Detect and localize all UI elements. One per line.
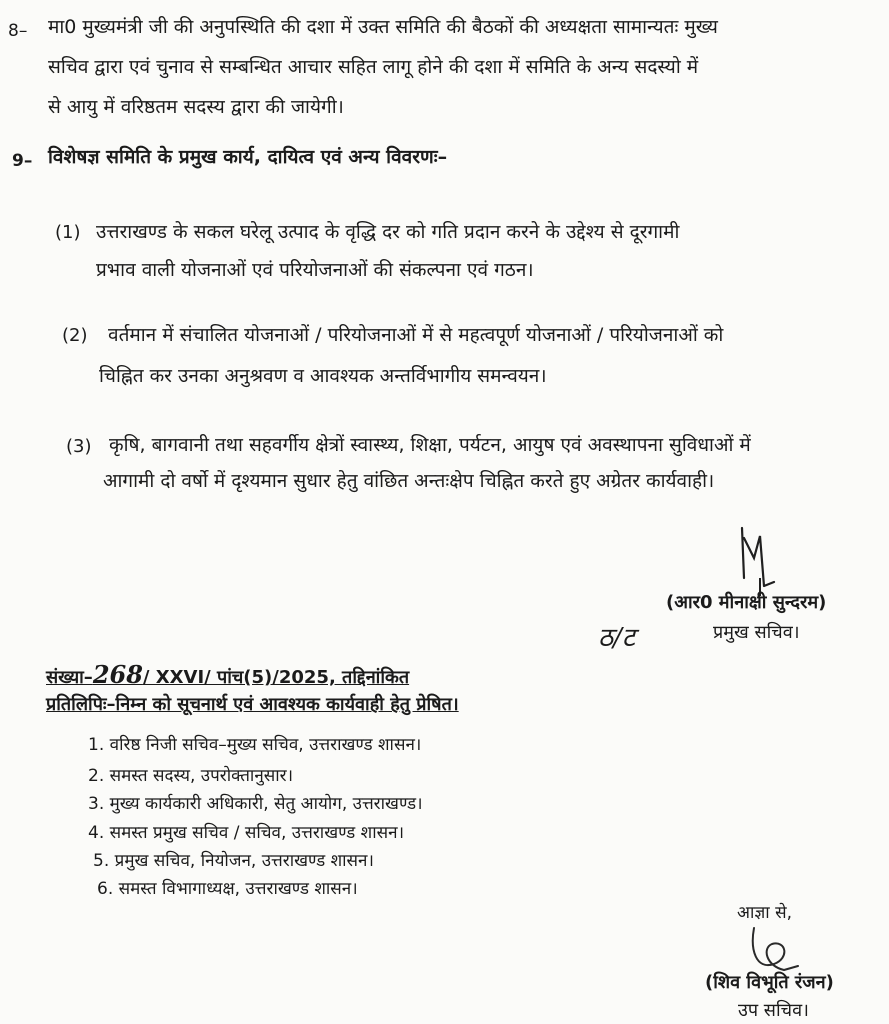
- item-1-number: (1): [55, 222, 81, 243]
- recipient-2: [88, 763, 293, 786]
- item-2-line-2: चिह्नित कर उनका अनुश्रवण व आवश्यक अन्तर्विभागीय समन्वयन।: [99, 365, 547, 387]
- signature-scribble-1: [730, 508, 790, 598]
- para8-line-3: से आयु में वरिष्ठतम सदस्य द्वारा की जायेगी।: [48, 96, 344, 118]
- recipient-4-number: 4.: [88, 823, 105, 843]
- reference-line: [46, 662, 409, 691]
- recipient-2-number: 2.: [88, 766, 105, 786]
- para8-number: 8–: [8, 21, 28, 41]
- recipient-1-number: 1.: [88, 735, 105, 755]
- reference-suffix: / XXVI/ पांच(5)/2025, तद्दिनांकित: [142, 667, 410, 688]
- recipient-6-text: समस्त विभागाध्यक्ष, उत्तराखण्ड शासन।: [118, 879, 358, 899]
- recipient-2-text: समस्त सदस्य, उपरोक्तानुसार।: [109, 766, 294, 786]
- signatory-1-designation: प्रमुख सचिव।: [713, 622, 800, 643]
- para8-line-1: मा0 मुख्यमंत्री जी की अनुपस्थिति की दशा में उक्त समिति की बैठकों की अध्यक्षता सामान्यतः मुख्य: [48, 16, 718, 38]
- recipient-6: [97, 876, 358, 899]
- recipient-5-number: 5.: [93, 851, 110, 871]
- signatory-2-designation: उप सचिव।: [738, 1000, 809, 1021]
- recipient-5: [93, 848, 374, 871]
- recipient-3-text: मुख्य कार्यकारी अधिकारी, सेतु आयोग, उत्तराखण्ड।: [109, 794, 423, 814]
- recipient-4-text: समस्त प्रमुख सचिव / सचिव, उत्तराखण्ड शासन।: [109, 823, 405, 843]
- item-2-number: (2): [62, 325, 88, 346]
- para9-number: 9–: [12, 151, 33, 171]
- signatory-1-name: (आर0 मीनाक्षी सुन्दरम): [666, 592, 827, 613]
- item-1-line-1: उत्तराखण्ड के सकल घरेलू उत्पाद के वृद्धि दर को गति प्रदान करने के उद्देश्य से दूरगामी: [96, 221, 680, 243]
- recipient-3: [88, 791, 423, 814]
- copy-to-line: प्रतिलिपिः–निम्न को सूचनार्थ एवं आवश्यक कार्यवाही हेतु प्रेषित।: [46, 694, 459, 715]
- para8-line-2: सचिव द्वारा एवं चुनाव से सम्बन्धित आचार सहित लागू होने की दशा में समिति के अन्य सदस्यो में: [48, 56, 699, 78]
- recipient-1-text: वरिष्ठ निजी सचिव–मुख्य सचिव, उत्तराखण्ड शासन।: [109, 735, 422, 755]
- item-3-line-2: आगामी दो वर्षो में दृश्यमान सुधार हेतु वांछित अन्तःक्षेप चिह्नित करते हुए अग्रेतर कार्यवाही।: [103, 470, 715, 492]
- recipient-1: [88, 732, 421, 755]
- reference-prefix: संख्या–: [46, 667, 93, 688]
- para9-heading: विशेषज्ञ समिति के प्रमुख कार्य, दायित्व एवं अन्य विवरणः–: [48, 146, 448, 168]
- recipient-5-text: प्रमुख सचिव, नियोजन, उत्तराखण्ड शासन।: [114, 851, 374, 871]
- item-2-line-1: वर्तमान में संचालित योजनाओं / परियोजनाओं में से महत्वपूर्ण योजनाओं / परियोजनाओं को: [108, 324, 724, 346]
- recipient-4: [88, 820, 404, 843]
- recipient-3-number: 3.: [88, 794, 105, 814]
- order-text: आज्ञा से,: [737, 903, 792, 923]
- item-3-number: (3): [66, 436, 92, 457]
- handwritten-initials: ठ/ट: [598, 623, 635, 653]
- item-3-line-1: कृषि, बागवानी तथा सहवर्गीय क्षेत्रों स्वास्थ्य, शिक्षा, पर्यटन, आयुष एवं अवस्थापना सुविधाओं में: [109, 434, 751, 456]
- recipient-6-number: 6.: [97, 879, 114, 899]
- item-1-line-2: प्रभाव वाली योजनाओं एवं परियोजनाओं की संकल्पना एवं गठन।: [96, 259, 534, 281]
- signatory-2-name: (शिव विभूति रंजन): [705, 972, 834, 993]
- reference-handwritten-number: 268: [92, 660, 143, 689]
